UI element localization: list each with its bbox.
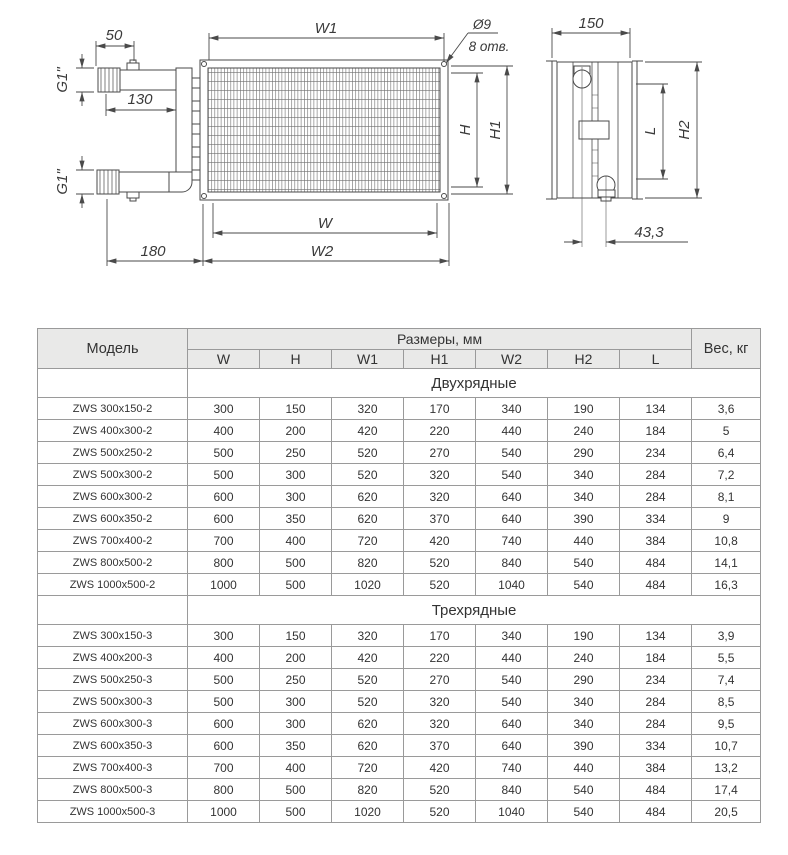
model-cell: ZWS 500x300-2 [38, 464, 188, 486]
table-row [38, 552, 761, 574]
value-cell: 320 [332, 398, 404, 420]
value-cell: 270 [404, 669, 476, 691]
value-cell: 384 [620, 530, 692, 552]
value-cell: 10,7 [692, 735, 761, 757]
value-cell: 190 [548, 398, 620, 420]
value-cell: 220 [404, 647, 476, 669]
model-cell: ZWS 400x200-3 [38, 647, 188, 669]
column-header-h2: H2 [548, 350, 620, 369]
value-cell: 440 [548, 530, 620, 552]
column-header-w: W [188, 350, 260, 369]
dim-label-8-holes: 8 отв. [468, 39, 510, 54]
column-header-weight: Вес, кг [692, 329, 761, 369]
left-bracket [546, 61, 557, 199]
model-cell: ZWS 600x300-3 [38, 713, 188, 735]
table-row [38, 691, 761, 713]
technical-drawing [0, 0, 788, 318]
dim-label-g1-top: G1" [54, 67, 71, 93]
value-cell: 9,5 [692, 713, 761, 735]
value-cell: 520 [332, 464, 404, 486]
value-cell: 8,5 [692, 691, 761, 713]
column-header-h: H [260, 350, 332, 369]
value-cell: 420 [332, 647, 404, 669]
value-cell: 620 [332, 486, 404, 508]
value-cell: 500 [260, 801, 332, 823]
section-header-row [38, 596, 761, 625]
value-cell: 520 [404, 552, 476, 574]
value-cell: 520 [404, 779, 476, 801]
dim-label-180: 180 [140, 243, 166, 260]
value-cell: 200 [260, 420, 332, 442]
value-cell: 500 [260, 779, 332, 801]
value-cell: 520 [332, 691, 404, 713]
column-header-l: L [620, 350, 692, 369]
table-row [38, 625, 761, 647]
model-cell: ZWS 700x400-3 [38, 757, 188, 779]
value-cell: 6,4 [692, 442, 761, 464]
table-row [38, 779, 761, 801]
dim-label-h: H [457, 124, 474, 136]
value-cell: 700 [188, 530, 260, 552]
value-cell: 540 [476, 442, 548, 464]
model-cell: ZWS 300x150-2 [38, 398, 188, 420]
model-cell: ZWS 400x300-2 [38, 420, 188, 442]
dim-label-43-3: 43,3 [634, 224, 664, 241]
table-row [38, 398, 761, 420]
value-cell: 334 [620, 735, 692, 757]
model-cell: ZWS 500x250-2 [38, 442, 188, 464]
bottom-pipe-cap [598, 190, 615, 197]
dim-label-w: W [317, 215, 333, 232]
value-cell: 190 [548, 625, 620, 647]
heater-drawing-svg [0, 0, 788, 318]
section-empty-model-cell [38, 369, 188, 398]
value-cell: 400 [260, 530, 332, 552]
value-cell: 720 [332, 757, 404, 779]
value-cell: 284 [620, 691, 692, 713]
value-cell: 400 [188, 420, 260, 442]
value-cell: 290 [548, 669, 620, 691]
dim-label-50: 50 [105, 27, 123, 44]
value-cell: 600 [188, 713, 260, 735]
table-row [38, 530, 761, 552]
value-cell: 400 [260, 757, 332, 779]
value-cell: 800 [188, 552, 260, 574]
flange-hole [442, 194, 447, 199]
column-group-dimensions: Размеры, мм [188, 329, 692, 350]
section-title: Двухрядные [188, 369, 761, 398]
value-cell: 8,1 [692, 486, 761, 508]
value-cell: 620 [332, 735, 404, 757]
value-cell: 134 [620, 625, 692, 647]
value-cell: 150 [260, 398, 332, 420]
elbow [169, 172, 192, 192]
value-cell: 250 [260, 442, 332, 464]
value-cell: 1000 [188, 574, 260, 596]
value-cell: 840 [476, 779, 548, 801]
section-header-row [38, 369, 761, 398]
value-cell: 300 [260, 486, 332, 508]
model-cell: ZWS 300x150-3 [38, 625, 188, 647]
tube-stub [192, 147, 200, 157]
model-cell: ZWS 500x250-3 [38, 669, 188, 691]
value-cell: 14,1 [692, 552, 761, 574]
value-cell: 384 [620, 757, 692, 779]
value-cell: 170 [404, 625, 476, 647]
spec-table-body [38, 369, 761, 823]
manifold [176, 68, 192, 172]
value-cell: 290 [548, 442, 620, 464]
table-row [38, 420, 761, 442]
column-header-model: Модель [38, 329, 188, 369]
model-cell: ZWS 700x400-2 [38, 530, 188, 552]
dim-label-dia9: Ø9 [472, 17, 492, 32]
value-cell: 3,6 [692, 398, 761, 420]
model-cell: ZWS 800x500-3 [38, 779, 188, 801]
value-cell: 1020 [332, 574, 404, 596]
value-cell: 320 [404, 713, 476, 735]
value-cell: 420 [404, 530, 476, 552]
value-cell: 600 [188, 508, 260, 530]
value-cell: 340 [548, 691, 620, 713]
table-row [38, 713, 761, 735]
value-cell: 820 [332, 779, 404, 801]
dim-label-w1: W1 [314, 20, 338, 37]
value-cell: 500 [188, 464, 260, 486]
value-cell: 540 [548, 779, 620, 801]
table-row [38, 574, 761, 596]
spec-table [37, 328, 761, 823]
value-cell: 1040 [476, 574, 548, 596]
tube-stub [192, 78, 200, 88]
table-row [38, 801, 761, 823]
value-cell: 240 [548, 647, 620, 669]
value-cell: 20,5 [692, 801, 761, 823]
value-cell: 350 [260, 508, 332, 530]
tube-stub [192, 101, 200, 111]
value-cell: 350 [260, 735, 332, 757]
value-cell: 320 [404, 691, 476, 713]
value-cell: 340 [548, 464, 620, 486]
table-row [38, 647, 761, 669]
top-pipe [120, 70, 176, 90]
value-cell: 220 [404, 420, 476, 442]
dim-label-h2: H2 [676, 120, 693, 140]
value-cell: 234 [620, 669, 692, 691]
value-cell: 184 [620, 420, 692, 442]
value-cell: 320 [404, 486, 476, 508]
value-cell: 440 [476, 647, 548, 669]
value-cell: 250 [260, 669, 332, 691]
flange-hole [202, 194, 207, 199]
value-cell: 1040 [476, 801, 548, 823]
value-cell: 270 [404, 442, 476, 464]
value-cell: 9 [692, 508, 761, 530]
value-cell: 234 [620, 442, 692, 464]
dim-label-g1-bottom: G1" [54, 169, 71, 195]
column-header-w2: W2 [476, 350, 548, 369]
value-cell: 500 [260, 552, 332, 574]
tube-stub [192, 170, 200, 180]
value-cell: 200 [260, 647, 332, 669]
dim-label-l: L [642, 126, 659, 136]
value-cell: 540 [548, 552, 620, 574]
model-cell: ZWS 500x300-3 [38, 691, 188, 713]
value-cell: 640 [476, 713, 548, 735]
value-cell: 840 [476, 552, 548, 574]
air-vent-cap [130, 60, 136, 63]
value-cell: 700 [188, 757, 260, 779]
value-cell: 134 [620, 398, 692, 420]
table-row [38, 442, 761, 464]
value-cell: 320 [404, 464, 476, 486]
column-header-w1: W1 [332, 350, 404, 369]
value-cell: 500 [188, 442, 260, 464]
section-title: Трехрядные [188, 596, 761, 625]
dim-label-h1: H1 [487, 120, 504, 140]
table-row [38, 486, 761, 508]
fin-block [208, 68, 440, 192]
value-cell: 740 [476, 530, 548, 552]
value-cell: 520 [404, 574, 476, 596]
value-cell: 640 [476, 735, 548, 757]
table-row [38, 757, 761, 779]
value-cell: 484 [620, 574, 692, 596]
model-cell: ZWS 600x300-2 [38, 486, 188, 508]
dim-label-w2: W2 [310, 243, 334, 260]
value-cell: 800 [188, 779, 260, 801]
value-cell: 520 [404, 801, 476, 823]
value-cell: 320 [332, 625, 404, 647]
value-cell: 484 [620, 779, 692, 801]
value-cell: 500 [188, 669, 260, 691]
drain-cap [130, 198, 136, 201]
value-cell: 740 [476, 757, 548, 779]
model-cell: ZWS 800x500-2 [38, 552, 188, 574]
value-cell: 3,9 [692, 625, 761, 647]
value-cell: 370 [404, 508, 476, 530]
value-cell: 640 [476, 486, 548, 508]
value-cell: 340 [548, 713, 620, 735]
value-cell: 400 [188, 647, 260, 669]
value-cell: 300 [260, 713, 332, 735]
value-cell: 340 [548, 486, 620, 508]
value-cell: 300 [188, 625, 260, 647]
value-cell: 390 [548, 508, 620, 530]
bottom-pipe [119, 172, 169, 192]
air-vent [127, 63, 139, 70]
dim-label-150: 150 [578, 15, 604, 32]
model-cell: ZWS 600x350-2 [38, 508, 188, 530]
value-cell: 620 [332, 713, 404, 735]
table-row [38, 464, 761, 486]
value-cell: 390 [548, 735, 620, 757]
value-cell: 284 [620, 464, 692, 486]
model-cell: ZWS 1000x500-2 [38, 574, 188, 596]
section-empty-model-cell [38, 596, 188, 625]
value-cell: 1000 [188, 801, 260, 823]
drain-fitting [127, 192, 139, 198]
value-cell: 540 [548, 574, 620, 596]
value-cell: 7,4 [692, 669, 761, 691]
value-cell: 600 [188, 735, 260, 757]
value-cell: 540 [476, 691, 548, 713]
value-cell: 16,3 [692, 574, 761, 596]
value-cell: 340 [476, 398, 548, 420]
table-row [38, 669, 761, 691]
value-cell: 540 [476, 669, 548, 691]
spec-table-section [37, 328, 761, 823]
value-cell: 500 [188, 691, 260, 713]
model-cell: ZWS 600x350-3 [38, 735, 188, 757]
value-cell: 540 [476, 464, 548, 486]
value-cell: 150 [260, 625, 332, 647]
value-cell: 520 [332, 669, 404, 691]
front-view [97, 60, 448, 201]
value-cell: 420 [332, 420, 404, 442]
flange-hole [202, 62, 207, 67]
value-cell: 334 [620, 508, 692, 530]
value-cell: 820 [332, 552, 404, 574]
value-cell: 640 [476, 508, 548, 530]
value-cell: 13,2 [692, 757, 761, 779]
value-cell: 440 [476, 420, 548, 442]
side-view [546, 61, 643, 247]
table-row [38, 508, 761, 530]
dim-label-130: 130 [127, 91, 153, 108]
value-cell: 300 [260, 464, 332, 486]
value-cell: 440 [548, 757, 620, 779]
nameplate [579, 121, 609, 139]
model-cell: ZWS 1000x500-3 [38, 801, 188, 823]
value-cell: 184 [620, 647, 692, 669]
value-cell: 10,8 [692, 530, 761, 552]
column-header-h1: H1 [404, 350, 476, 369]
value-cell: 1020 [332, 801, 404, 823]
value-cell: 284 [620, 486, 692, 508]
value-cell: 340 [476, 625, 548, 647]
value-cell: 484 [620, 801, 692, 823]
value-cell: 284 [620, 713, 692, 735]
value-cell: 520 [332, 442, 404, 464]
flange-hole [442, 62, 447, 67]
value-cell: 540 [548, 801, 620, 823]
value-cell: 7,2 [692, 464, 761, 486]
table-row [38, 735, 761, 757]
value-cell: 620 [332, 508, 404, 530]
value-cell: 484 [620, 552, 692, 574]
value-cell: 170 [404, 398, 476, 420]
value-cell: 240 [548, 420, 620, 442]
value-cell: 300 [188, 398, 260, 420]
value-cell: 370 [404, 735, 476, 757]
value-cell: 420 [404, 757, 476, 779]
value-cell: 5 [692, 420, 761, 442]
value-cell: 600 [188, 486, 260, 508]
value-cell: 17,4 [692, 779, 761, 801]
value-cell: 5,5 [692, 647, 761, 669]
value-cell: 500 [260, 574, 332, 596]
value-cell: 300 [260, 691, 332, 713]
value-cell: 720 [332, 530, 404, 552]
tube-stub [192, 124, 200, 134]
